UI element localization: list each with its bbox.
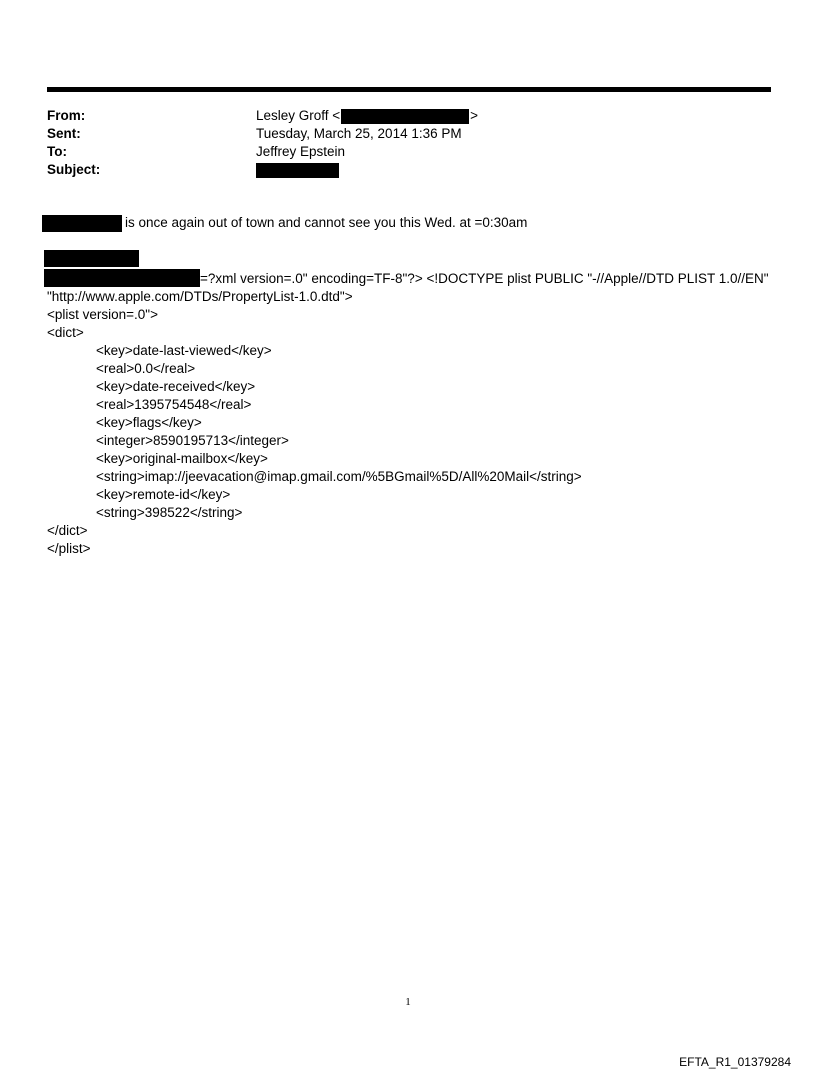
xml-entry: <real>1395754548</real>	[96, 397, 252, 412]
redacted-email	[341, 109, 469, 124]
xml-declaration: =?xml version=.0" encoding=TF-8"?> <!DOCTYPE plist PUBLIC "-//Apple//DTD PLIST 1.0//EN"	[200, 271, 769, 286]
subject-value	[256, 161, 339, 179]
xml-plist	[47, 270, 787, 558]
xml-entry: <key>flags</key>	[96, 415, 202, 430]
from-close: >	[470, 108, 479, 123]
sent-label: Sent:	[47, 126, 81, 141]
to-row	[47, 143, 767, 161]
xml-entry: <string>398522</string>	[96, 505, 243, 520]
xml-entry: <key>original-mailbox</key>	[96, 451, 268, 466]
to-value: Jeffrey Epstein	[256, 144, 346, 159]
sent-row	[47, 125, 767, 143]
xml-entry: <integer>8590195713</integer>	[96, 433, 289, 448]
subject-label: Subject:	[47, 162, 101, 177]
email-header	[47, 107, 767, 179]
to-label: To:	[47, 144, 67, 159]
xml-entry: <real>0.0</real>	[96, 361, 196, 376]
xml-line: <plist version=.0">	[47, 307, 158, 322]
redacted-signature	[44, 250, 139, 267]
xml-close: </plist>	[47, 541, 91, 556]
from-row	[47, 107, 767, 125]
message-line	[42, 214, 782, 232]
message-text: is once again out of town and cannot see you this Wed. at =0:30am	[125, 215, 528, 230]
subject-row	[47, 161, 767, 179]
page-number: 1	[405, 996, 411, 1008]
xml-line: "http://www.apple.com/DTDs/PropertyList-1.0.dtd">	[47, 289, 353, 304]
redacted-name	[42, 215, 122, 232]
xml-line: <dict>	[47, 325, 84, 340]
document-id: EFTA_R1_01379284	[679, 1055, 791, 1069]
xml-entry: <string>imap://jeevacation@imap.gmail.com/%5BGmail%5D/All%20Mail</string>	[96, 469, 582, 484]
email-body	[42, 214, 782, 232]
xml-entry: <key>remote-id</key>	[96, 487, 231, 502]
header-rule	[47, 87, 771, 92]
redacted-subject	[256, 163, 339, 178]
from-value	[256, 107, 478, 125]
xml-entry: <key>date-last-viewed</key>	[96, 343, 272, 358]
xml-close: </dict>	[47, 523, 88, 538]
sent-value: Tuesday, March 25, 2014 1:36 PM	[256, 126, 462, 141]
from-name: Lesley Groff <	[256, 108, 341, 123]
from-label: From:	[47, 108, 86, 123]
xml-entry: <key>date-received</key>	[96, 379, 256, 394]
